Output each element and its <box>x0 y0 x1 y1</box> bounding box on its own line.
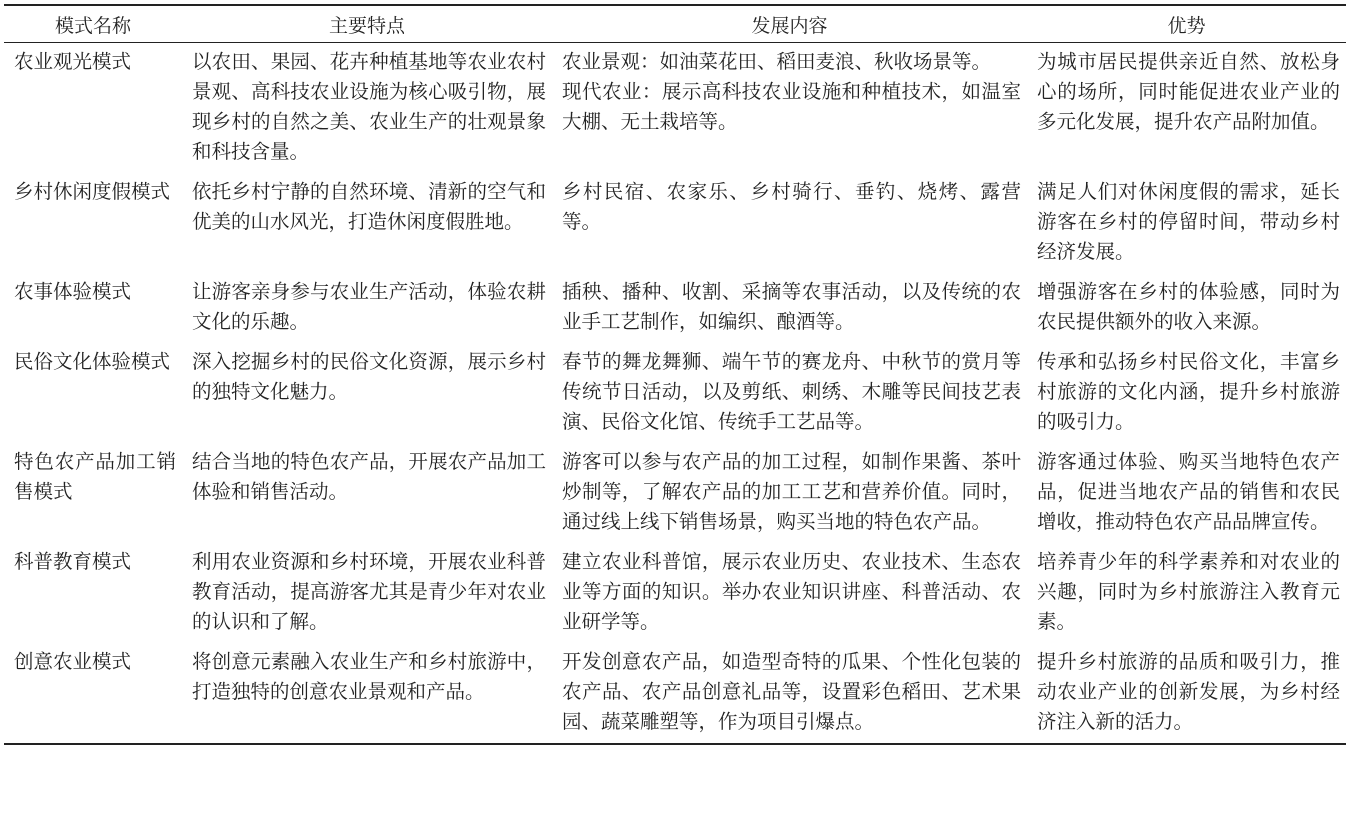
advantages-cell: 为城市居民提供亲近自然、放松身心的场所，同时能促进农业产业的多元化发展，提升农产品附加值。 <box>1037 50 1340 133</box>
advantages-cell: 游客通过体验、购买当地特色农产品，促进当地农产品的销售和农民增收，推动特色农产品品牌宣传。 <box>1037 450 1340 533</box>
mode-name-cell: 科普教育模式 <box>14 550 132 573</box>
content-paragraph: 乡村民宿、农家乐、乡村骑行、垂钓、烧烤、露营等。 <box>562 180 1021 233</box>
table-row <box>4 443 1346 543</box>
content-cell <box>552 43 1027 174</box>
features-cell: 以农田、果园、花卉种植基地等农业农村景观、高科技农业设施为核心吸引物，展现乡村的自然之美、农业生产的壮观景象和科技含量。 <box>192 50 546 163</box>
header-mode-name: 模式名称 <box>4 5 182 43</box>
advantages-cell: 增强游客在乡村的体验感，同时为农民提供额外的收入来源。 <box>1037 280 1340 333</box>
table-row <box>4 343 1346 443</box>
table-row <box>4 543 1346 643</box>
features-cell: 让游客亲身参与农业生产活动，体验农耕文化的乐趣。 <box>192 280 546 333</box>
content-cell <box>552 543 1027 643</box>
header-main-features: 主要特点 <box>182 5 552 43</box>
content-paragraph: 游客可以参与农产品的加工过程，如制作果酱、茶叶炒制等，了解农产品的加工工艺和营养价值。同时，通过线上线下销售场景，购买当地的特色农产品。 <box>562 450 1021 533</box>
content-paragraph: 建立农业科普馆，展示农业历史、农业技术、生态农业等方面的知识。举办农业知识讲座、科普活动、农业研学等。 <box>562 550 1021 633</box>
mode-name-cell: 农业观光模式 <box>14 50 132 73</box>
features-cell: 利用农业资源和乡村环境，开展农业科普教育活动，提高游客尤其是青少年对农业的认识和了解。 <box>192 550 546 633</box>
content-cell <box>552 643 1027 744</box>
rural-tourism-modes-table <box>4 4 1346 745</box>
features-cell: 将创意元素融入农业生产和乡村旅游中，打造独特的创意农业景观和产品。 <box>182 643 552 744</box>
table-row <box>4 643 1346 744</box>
features-cell: 结合当地的特色农产品，开展农产品加工体验和销售活动。 <box>192 450 546 503</box>
mode-name-cell: 农事体验模式 <box>14 280 132 303</box>
mode-name-cell: 民俗文化体验模式 <box>14 350 171 373</box>
header-row <box>4 5 1346 43</box>
content-cell <box>552 273 1027 343</box>
advantages-cell: 培养青少年的科学素养和对农业的兴趣，同时为乡村旅游注入教育元素。 <box>1037 550 1340 633</box>
advantages-cell: 满足人们对休闲度假的需求，延长游客在乡村的停留时间，带动乡村经济发展。 <box>1037 180 1340 263</box>
content-paragraph: 春节的舞龙舞狮、端午节的赛龙舟、中秋节的赏月等传统节日活动，以及剪纸、刺绣、木雕等民间技艺表演、民俗文化馆、传统手工艺品等。 <box>562 350 1021 433</box>
content-paragraph: 插秧、播种、收割、采摘等农事活动，以及传统的农业手工艺制作，如编织、酿酒等。 <box>562 280 1021 333</box>
mode-name-cell: 创意农业模式 <box>4 643 182 744</box>
content-cell <box>552 343 1027 443</box>
content-cell <box>552 173 1027 273</box>
advantages-cell: 传承和弘扬乡村民俗文化，丰富乡村旅游的文化内涵，提升乡村旅游的吸引力。 <box>1037 350 1340 433</box>
table-row <box>4 173 1346 273</box>
header-development-content: 发展内容 <box>552 5 1027 43</box>
features-cell: 依托乡村宁静的自然环境、清新的空气和优美的山水风光，打造休闲度假胜地。 <box>192 180 546 233</box>
content-paragraph: 开发创意农产品，如造型奇特的瓜果、个性化包装的农产品、农产品创意礼品等，设置彩色稻田、艺术果园、蔬菜雕塑等，作为项目引爆点。 <box>562 650 1021 733</box>
table-row <box>4 273 1346 343</box>
advantages-cell: 提升乡村旅游的品质和吸引力，推动农业产业的创新发展，为乡村经济注入新的活力。 <box>1027 643 1346 744</box>
table-row <box>4 43 1346 174</box>
content-paragraph: 农业景观：如油菜花田、稻田麦浪、秋收场景等。 <box>562 50 992 73</box>
content-paragraph: 现代农业：展示高科技农业设施和种植技术，如温室大棚、无土栽培等。 <box>562 80 1021 133</box>
features-cell: 深入挖掘乡村的民俗文化资源，展示乡村的独特文化魅力。 <box>192 350 546 403</box>
mode-name-cell: 特色农产品加工销售模式 <box>14 450 176 503</box>
header-advantages: 优势 <box>1027 5 1346 43</box>
mode-name-cell: 乡村休闲度假模式 <box>14 180 171 203</box>
content-cell <box>552 443 1027 543</box>
